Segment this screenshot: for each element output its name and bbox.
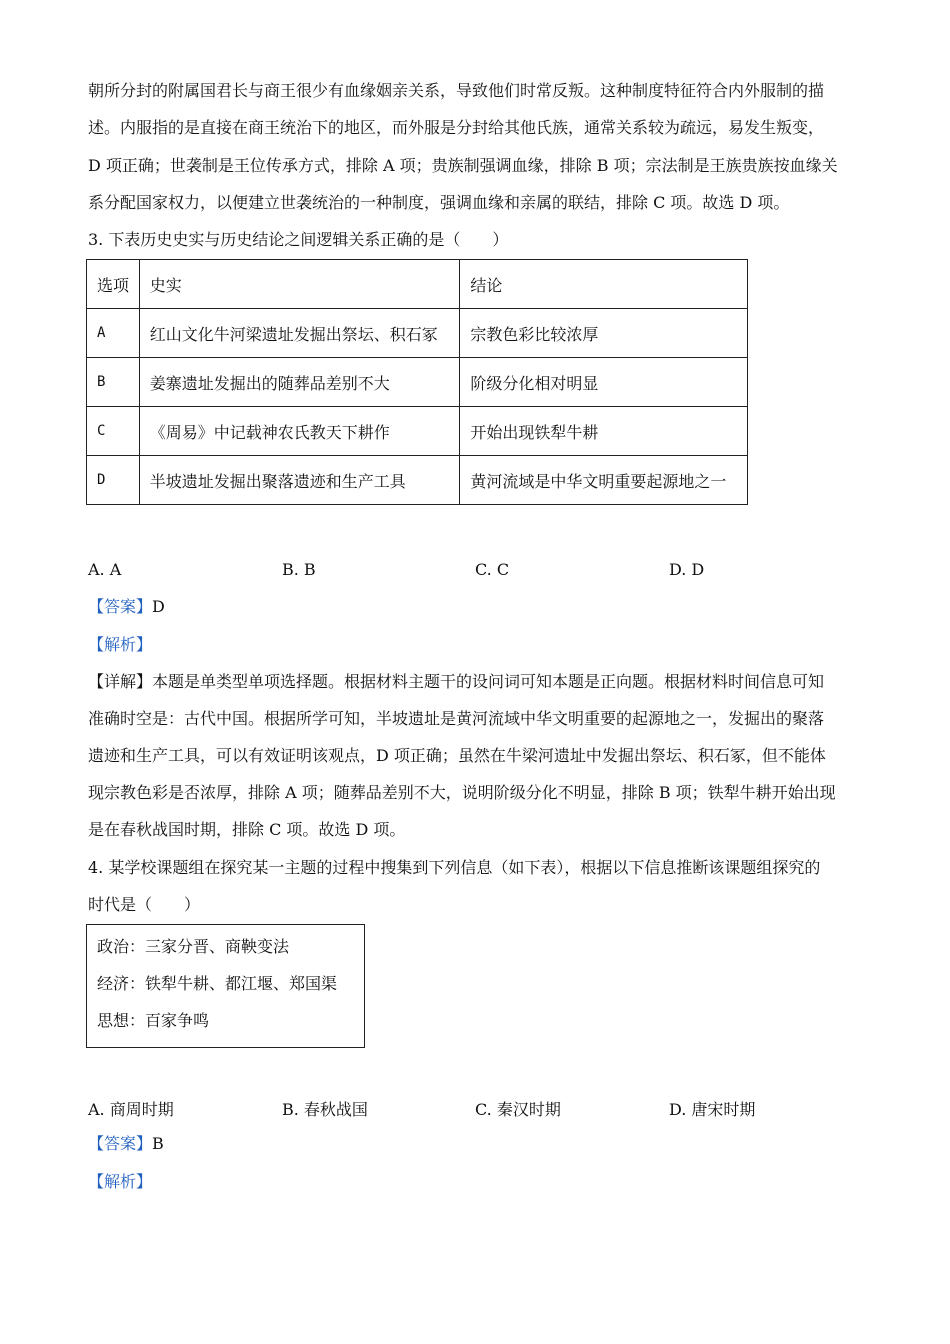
info-line-politics: 政治：三家分晋、商鞅变法	[97, 937, 290, 956]
q3-detail-line	[88, 672, 868, 692]
table-cell-option: B	[87, 358, 140, 407]
intro-line: 系分配国家权力，以便建立世袭统治的一种制度，强调血缘和亲属的联结，排除 C 项。故选 D 项。	[88, 193, 790, 212]
q4-stem: 4. 某学校课题组在探究某一主题的过程中搜集到下列信息（如下表），根据以下信息推断该课题组探究的	[88, 858, 821, 877]
q4-info-box	[86, 924, 365, 1048]
intro-line: 朝所分封的附属国君长与商王很少有血缘姻亲关系，导致他们时常反叛。这种制度特征符合内外服制的描	[88, 81, 825, 100]
table-cell-conclusion: 阶级分化相对明显	[460, 358, 748, 407]
analysis-tag: 【解析】	[88, 635, 153, 654]
q3-detail-line: 准确时空是：古代中国。根据所学可知，半坡遗址是黄河流域中华文明重要的起源地之一，发掘出的聚落	[88, 709, 825, 728]
info-line-thought: 思想：百家争鸣	[97, 1011, 210, 1030]
choice-b[interactable]: B. B	[282, 560, 316, 579]
choice-c[interactable]: C. 秦汉时期	[475, 1100, 561, 1119]
table-cell-option: C	[87, 407, 140, 456]
table-row	[87, 407, 748, 456]
detail-text: 本题是单类型单项选择题。根据材料主题干的设问词可知本题是正向题。根据材料时间信息可知	[152, 672, 825, 691]
table-header-cell: 史实	[139, 260, 460, 309]
choice-d[interactable]: D. D	[669, 560, 705, 579]
table-cell-fact: 姜寨遗址发掘出的随葬品差别不大	[139, 358, 460, 407]
answer-value: B	[152, 1134, 164, 1153]
table-row	[87, 456, 748, 505]
table-cell-fact: 半坡遗址发掘出聚落遗迹和生产工具	[139, 456, 460, 505]
q3-analysis	[88, 635, 868, 655]
info-line-economy: 经济：铁犁牛耕、都江堰、郑国渠	[97, 974, 338, 993]
table-cell-conclusion: 黄河流域是中华文明重要起源地之一	[460, 456, 748, 505]
q4-choices	[88, 1097, 868, 1117]
table-cell-fact: 红山文化牛河梁遗址发掘出祭坛、积石冢	[139, 309, 460, 358]
choice-b[interactable]: B. 春秋战国	[282, 1100, 368, 1119]
analysis-tag: 【解析】	[88, 1172, 153, 1191]
table-cell-conclusion: 开始出现铁犁牛耕	[460, 407, 748, 456]
table-row	[87, 358, 748, 407]
q3-table	[86, 259, 748, 505]
choice-a[interactable]: A. A	[88, 560, 122, 579]
q4-stem: 时代是（ ）	[88, 895, 201, 914]
intro-line: D 项正确；世袭制是王位传承方式，排除 A 项；贵族制强调血缘，排除 B 项；宗法制是王族贵族按血缘关	[88, 156, 838, 175]
detail-tag: 【详解】	[88, 672, 153, 691]
table-header-cell: 选项	[87, 260, 140, 309]
q4-answer	[88, 1134, 868, 1154]
table-cell-fact: 《周易》中记载神农氏教天下耕作	[139, 407, 460, 456]
q3-answer	[88, 597, 868, 617]
answer-tag: 【答案】	[88, 597, 153, 616]
table-header-cell: 结论	[460, 260, 748, 309]
table-cell-option: D	[87, 456, 140, 505]
table-cell-option: A	[87, 309, 140, 358]
choice-d[interactable]: D. 唐宋时期	[669, 1100, 756, 1119]
choice-a[interactable]: A. 商周时期	[88, 1100, 174, 1119]
intro-line: 述。内服指的是直接在商王统治下的地区，而外服是分封给其他氏族，通常关系较为疏远，易发生叛变，	[88, 118, 825, 137]
q4-analysis	[88, 1172, 868, 1192]
table-row	[87, 309, 748, 358]
table-header-row	[87, 260, 748, 309]
q3-detail-line: 是在春秋战国时期，排除 C 项。故选 D 项。	[88, 820, 406, 839]
q3-detail-line: 现宗教色彩是否浓厚，排除 A 项；随葬品差别不大，说明阶级分化不明显，排除 B 项；铁犁牛耕开始出现	[88, 783, 836, 802]
q3-detail-line: 遗迹和生产工具，可以有效证明该观点，D 项正确；虽然在牛梁河遗址中发掘出祭坛、积石冢，但不能体	[88, 746, 826, 765]
choice-c[interactable]: C. C	[475, 560, 510, 579]
answer-value: D	[152, 597, 165, 616]
table-cell-conclusion: 宗教色彩比较浓厚	[460, 309, 748, 358]
q3-choices	[88, 560, 868, 580]
q3-stem: 3. 下表历史史实与历史结论之间逻辑关系正确的是（ ）	[88, 230, 509, 249]
answer-tag: 【答案】	[88, 1134, 153, 1153]
